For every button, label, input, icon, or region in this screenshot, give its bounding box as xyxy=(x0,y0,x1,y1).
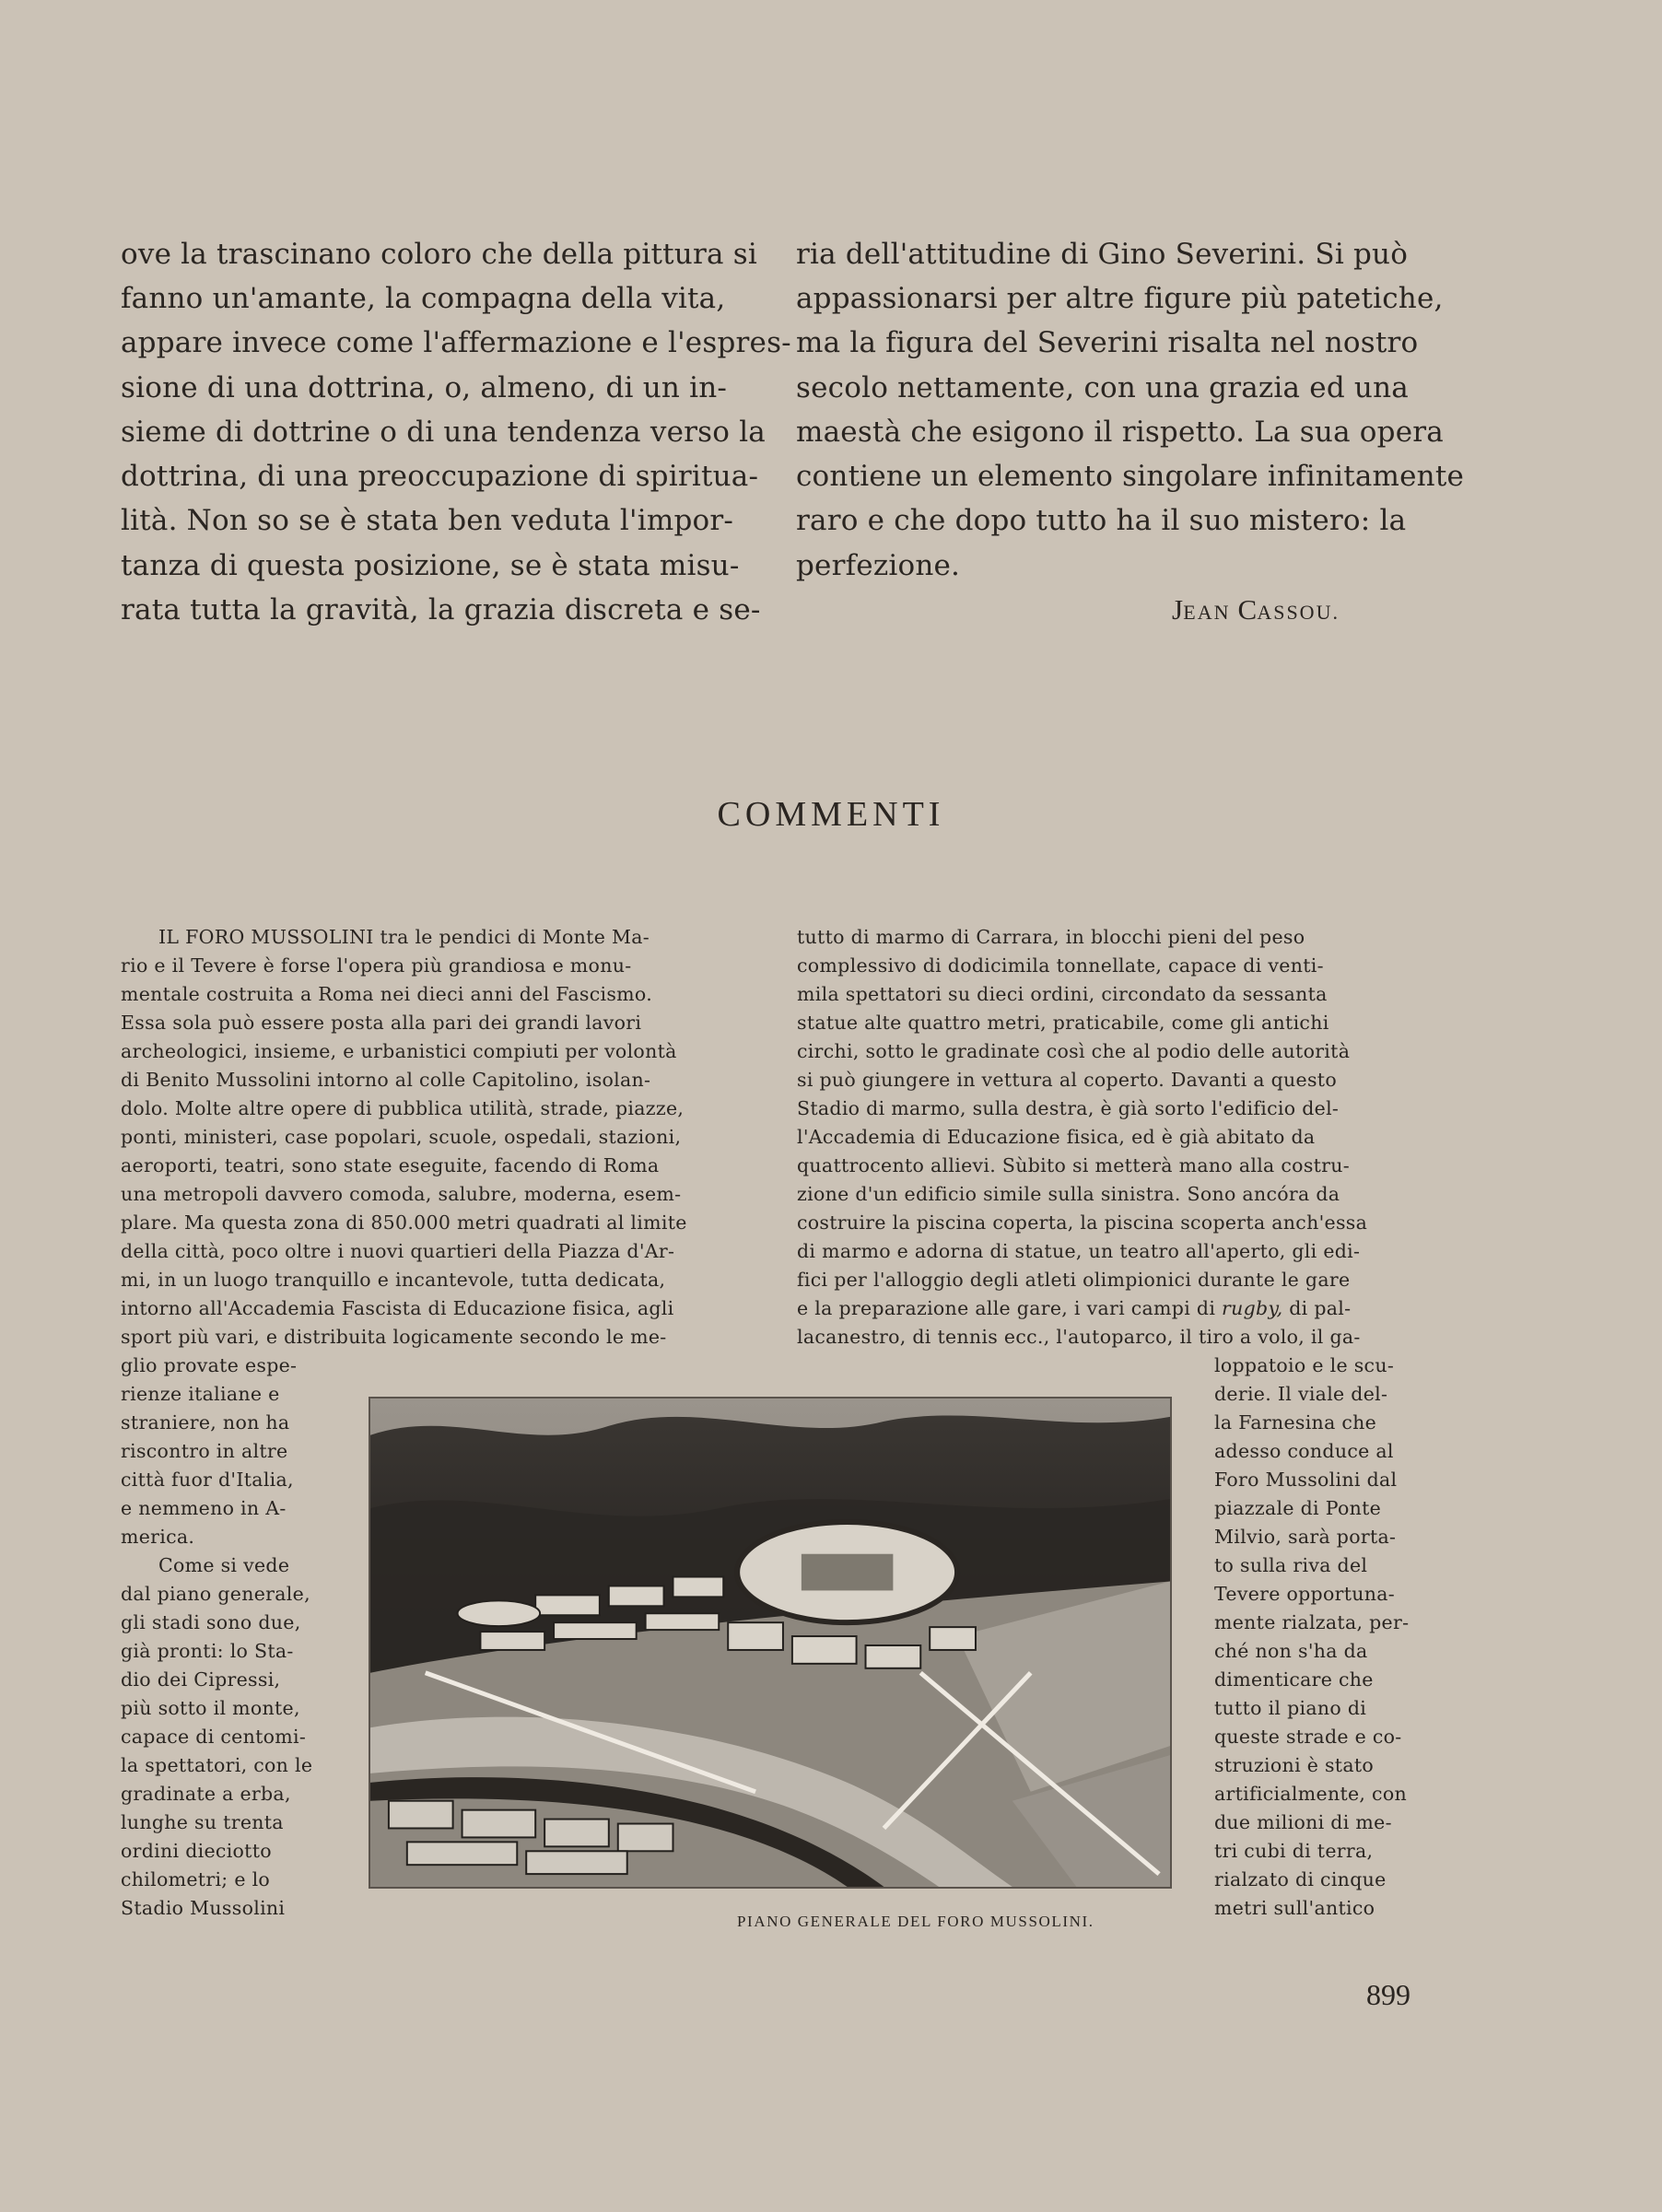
section-title: COMMENTI xyxy=(717,795,945,834)
signature-initial: J xyxy=(1172,593,1184,626)
article-line: due milioni di me- xyxy=(1214,1811,1392,1833)
essay-line: fanno un'amante, la compagna della vita, xyxy=(121,282,726,315)
article-line: capace di centomi- xyxy=(121,1726,307,1748)
essay-line: ma la figura del Severini risalta nel nostro xyxy=(796,326,1419,359)
article-line: dal piano generale, xyxy=(121,1583,310,1605)
article-line: costruire la piscina coperta, la piscina scoperta anch'essa xyxy=(797,1211,1368,1234)
article-line: to sulla riva del xyxy=(1214,1554,1368,1576)
article-line: più sotto il monte, xyxy=(121,1697,300,1719)
article-line: derie. Il viale del- xyxy=(1214,1383,1388,1405)
essay-line: rata tutta la gravità, la grazia discreta e se- xyxy=(121,593,761,626)
foro-mussolini-aerial-photo xyxy=(369,1397,1172,1889)
article-line: mila spettatori su dieci ordini, circondato da sessanta xyxy=(797,983,1328,1005)
essay-line: tanza di questa posizione, se è stata misu- xyxy=(121,549,740,582)
article-line: ordini dieciotto xyxy=(121,1840,272,1862)
article-line: Stadio di marmo, sulla destra, è già sorto l'edificio del- xyxy=(797,1097,1340,1119)
essay-line: maestà che esigono il rispetto. La sua opera xyxy=(796,415,1444,449)
article-line: Milvio, sarà porta- xyxy=(1214,1526,1397,1548)
signature-smallcaps: ASSOU. xyxy=(1257,601,1340,624)
essay-line: sione di una dottrina, o, almeno, di un in- xyxy=(121,371,728,404)
article-line: rio e il Tevere è forse l'opera più grandiosa e monu- xyxy=(121,954,632,977)
article-line: circhi, sotto le gradinate così che al podio delle autorità xyxy=(797,1040,1351,1062)
article-line: adesso conduce al xyxy=(1214,1440,1394,1462)
article-line: merica. xyxy=(121,1526,195,1548)
article-line: Come si vede xyxy=(158,1554,290,1576)
article-line: di marmo e adorna di statue, un teatro all'aperto, gli edi- xyxy=(797,1240,1361,1262)
essay-line: ove la trascinano coloro che della pittura si xyxy=(121,238,757,271)
article-line: archeologici, insieme, e urbanistici compiuti per volontà xyxy=(121,1040,677,1062)
article-line: gradinate a erba, xyxy=(121,1783,291,1805)
article-line: mentale costruita a Roma nei dieci anni del Fascismo. xyxy=(121,983,653,1005)
essay-line: sieme di dottrine o di una tendenza verso la xyxy=(121,415,766,449)
page-number: 899 xyxy=(1366,1978,1410,2011)
article-line: mi, in un luogo tranquillo e incantevole, tutta dedicata, xyxy=(121,1269,666,1291)
article-line: e nemmeno in A- xyxy=(121,1497,287,1519)
article-line: struzioni è stato xyxy=(1214,1754,1375,1776)
essay-line: raro e che dopo tutto ha il suo mistero: la xyxy=(796,504,1407,537)
article-line: l'Accademia di Educazione fisica, ed è già abitato da xyxy=(797,1126,1316,1148)
article-line: città fuor d'Italia, xyxy=(121,1469,294,1491)
article-text: e la preparazione alle gare, i vari campi di xyxy=(797,1297,1222,1319)
article-line: Tevere opportuna- xyxy=(1214,1583,1395,1605)
article-line: piazzale di Ponte xyxy=(1214,1497,1382,1519)
essay-line: contiene un elemento singolare infinitamente xyxy=(796,460,1465,493)
article-line: zione d'un edificio simile sulla sinistra. Sono ancóra da xyxy=(797,1183,1340,1205)
article-line: si può giungere in vettura al coperto. Davanti a questo xyxy=(797,1069,1337,1091)
article-line: ponti, ministeri, case popolari, scuole, ospedali, stazioni, xyxy=(121,1126,682,1148)
article-line: di Benito Mussolini intorno al colle Capitolino, isolan- xyxy=(121,1069,651,1091)
article-line: loppatoio e le scu- xyxy=(1214,1354,1395,1376)
essay-signature xyxy=(1172,593,1340,626)
article-line: ché non s'ha da xyxy=(1214,1640,1368,1662)
essay-line: ria dell'attitudine di Gino Severini. Si può xyxy=(796,238,1409,271)
article-line: plare. Ma questa zona di 850.000 metri quadrati al limite xyxy=(121,1211,687,1234)
article-line: rienze italiane e xyxy=(121,1383,280,1405)
article-line: già pronti: lo Sta- xyxy=(121,1640,294,1662)
article-line: straniere, non ha xyxy=(121,1411,290,1434)
article-italic-word: rugby, xyxy=(1222,1297,1283,1319)
article-line: tutto di marmo di Carrara, in blocchi pieni del peso xyxy=(797,926,1305,948)
figure-caption: PIANO GENERALE DEL FORO MUSSOLINI. xyxy=(737,1913,1094,1930)
aerial-photo-illustration xyxy=(370,1399,1170,1887)
signature-smallcaps: EAN xyxy=(1183,601,1231,624)
article-line: della città, poco oltre i nuovi quartieri della Piazza d'Ar- xyxy=(121,1240,675,1262)
article-line: lunghe su trenta xyxy=(121,1811,284,1833)
article-line: mente rialzata, per- xyxy=(1214,1611,1410,1633)
article-line: queste strade e co- xyxy=(1214,1726,1402,1748)
article-line: IL FORO MUSSOLINI tra le pendici di Monte Ma- xyxy=(158,926,650,948)
article-line: aeroporti, teatri, sono state eseguite, facendo di Roma xyxy=(121,1154,660,1176)
article-line: fici per l'alloggio degli atleti olimpionici durante le gare xyxy=(797,1269,1351,1291)
article-line: complessivo di dodicimila tonnellate, capace di venti- xyxy=(797,954,1324,977)
article-line: gli stadi sono due, xyxy=(121,1611,301,1633)
article-line: sport più vari, e distribuita logicamente secondo le me- xyxy=(121,1326,667,1348)
essay-line: secolo nettamente, con una grazia ed una xyxy=(796,371,1409,404)
article-line: chilometri; e lo xyxy=(121,1868,271,1890)
article-line: rialzato di cinque xyxy=(1214,1868,1387,1890)
article-line: metri sull'antico xyxy=(1214,1897,1375,1919)
article-line: tri cubi di terra, xyxy=(1214,1840,1374,1862)
essay-line: lità. Non so se è stata ben veduta l'impor- xyxy=(121,504,734,537)
article-line: lacanestro, di tennis ecc., l'autoparco, il tiro a volo, il ga- xyxy=(797,1326,1361,1348)
essay-line: appare invece come l'affermazione e l'espres- xyxy=(121,326,791,359)
article-line: Foro Mussolini dal xyxy=(1214,1469,1398,1491)
article-line: statue alte quattro metri, praticabile, come gli antichi xyxy=(797,1012,1329,1034)
article-line: Essa sola può essere posta alla pari dei grandi lavori xyxy=(121,1012,642,1034)
article-line: dio dei Cipressi, xyxy=(121,1668,281,1691)
article-line: la Farnesina che xyxy=(1214,1411,1377,1434)
article-line: artificialmente, con xyxy=(1214,1783,1407,1805)
article-line: intorno all'Accademia Fascista di Educazione fisica, agli xyxy=(121,1297,674,1319)
article-text: di pal- xyxy=(1282,1297,1352,1319)
article-line: la spettatori, con le xyxy=(121,1754,313,1776)
signature-initial: C xyxy=(1237,593,1258,626)
essay-line: perfezione. xyxy=(796,549,961,582)
article-line: riscontro in altre xyxy=(121,1440,288,1462)
article-line: quattrocento allievi. Sùbito si metterà mano alla costru- xyxy=(797,1154,1351,1176)
article-line: Stadio Mussolini xyxy=(121,1897,286,1919)
essay-line: appassionarsi per altre figure più patetiche, xyxy=(796,282,1444,315)
article-line: tutto il piano di xyxy=(1214,1697,1367,1719)
article-line: dolo. Molte altre opere di pubblica utilità, strade, piazze, xyxy=(121,1097,685,1119)
article-line-rugby xyxy=(797,1297,1351,1319)
article-line: dimenticare che xyxy=(1214,1668,1374,1691)
article-line: glio provate espe- xyxy=(121,1354,298,1376)
essay-line: dottrina, di una preoccupazione di spiritua- xyxy=(121,460,759,493)
article-line: una metropoli davvero comoda, salubre, moderna, esem- xyxy=(121,1183,682,1205)
